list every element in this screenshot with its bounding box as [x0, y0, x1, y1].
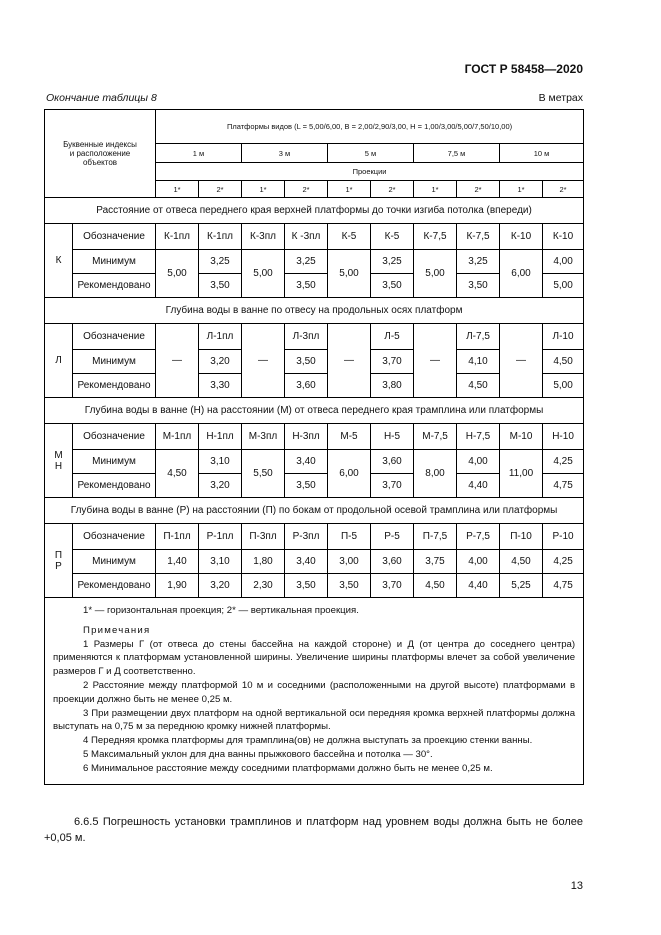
table-cell: 3,40 — [285, 450, 328, 474]
table-cell: 4,40 — [457, 474, 500, 498]
note-item: 3 При размещении двух платформ на одной вертикальной оси передняя кромка верхней платформы должна выступать на 0,75 м за переднюю кромку нижней платформы. — [53, 707, 576, 733]
projection-header: 2* — [199, 181, 242, 198]
table-cell: П-7,5 — [414, 524, 457, 550]
table-cell: П-3пл — [242, 524, 285, 550]
table-cell: 3,70 — [371, 474, 414, 498]
table-cell: 3,70 — [371, 574, 414, 598]
merged-cell: 5,00 — [156, 250, 199, 298]
table-cell: 3,50 — [285, 350, 328, 374]
table-cell: 3,50 — [199, 274, 242, 298]
table-cell: 5,25 — [500, 574, 543, 598]
row-label: Рекомендовано — [73, 574, 156, 598]
table-cell: 4,40 — [457, 574, 500, 598]
section-letter-top: П — [54, 549, 63, 561]
section-letter — [45, 524, 73, 598]
row-label: Минимум — [73, 550, 156, 574]
table-cell: П-10 — [500, 524, 543, 550]
table-cell: 4,25 — [543, 550, 584, 574]
table-cell: 3,25 — [457, 250, 500, 274]
table-cell: 1,90 — [156, 574, 199, 598]
projection-header: 2* — [457, 181, 500, 198]
table-cell: Л-3пл — [285, 324, 328, 350]
merged-cell: — — [328, 324, 371, 398]
table-cell: К-5 — [328, 224, 371, 250]
section-letter-bottom: Р — [55, 560, 62, 572]
table-cell: Н-10 — [543, 424, 584, 450]
row-label: Обозначение — [73, 424, 156, 450]
projections-header: Проекции — [156, 163, 584, 181]
body-paragraph: 6.6.5 Погрешность установки трамплинов и платформ над уровнем воды должна быть не более +0,05 м. — [44, 816, 583, 844]
platform-dimensions-table — [44, 109, 584, 785]
standard-number: ГОСТ Р 58458—2020 — [464, 62, 583, 76]
projection-header: 1* — [156, 181, 199, 198]
table-cell: К-10 — [500, 224, 543, 250]
table-cell: 3,10 — [199, 550, 242, 574]
table-caption: Окончание таблицы 8 — [46, 92, 157, 104]
table-cell: 4,00 — [457, 450, 500, 474]
merged-cell: 11,00 — [500, 450, 543, 498]
table-cell: П-5 — [328, 524, 371, 550]
table-cell: Н-7,5 — [457, 424, 500, 450]
merged-cell: 5,00 — [414, 250, 457, 298]
projection-header: 1* — [500, 181, 543, 198]
table-cell: 4,00 — [543, 250, 584, 274]
merged-cell: 5,00 — [242, 250, 285, 298]
row-label: Обозначение — [73, 224, 156, 250]
table-cell: 2,30 — [242, 574, 285, 598]
table-cell: 3,50 — [285, 574, 328, 598]
table-cell: 3,40 — [285, 550, 328, 574]
table-cell: 4,50 — [543, 350, 584, 374]
projection-header: 2* — [543, 181, 584, 198]
table-cell: 3,75 — [414, 550, 457, 574]
table-cell: 3,60 — [371, 450, 414, 474]
table-cell: 3,20 — [199, 474, 242, 498]
table-cell: 3,60 — [371, 550, 414, 574]
table-cell: 3,25 — [371, 250, 414, 274]
table-cell: 1,80 — [242, 550, 285, 574]
row-label: Рекомендовано — [73, 274, 156, 298]
note-item: 2 Расстояние между платформой 10 м и соседними (расположенными на другой высоте) платформами в проекции должно быть не менее 0,25 м. — [53, 679, 576, 705]
table-cell: Р-10 — [543, 524, 584, 550]
table-cell: 5,00 — [543, 374, 584, 398]
table-cell: Н-5 — [371, 424, 414, 450]
table-cell: К-10 — [543, 224, 584, 250]
table-cell: 4,10 — [457, 350, 500, 374]
table-cell: К-7,5 — [457, 224, 500, 250]
table-cell: Л-7,5 — [457, 324, 500, 350]
note-item: 4 Передняя кромка платформы для трамплина(ов) не должна выступать за проекцию стенки ванны. — [83, 735, 533, 747]
table-cell: 3,80 — [371, 374, 414, 398]
section-title: Глубина воды в ванне по отвесу на продольных осях платформ — [45, 298, 584, 324]
merged-cell: — — [414, 324, 457, 398]
row-label: Минимум — [73, 250, 156, 274]
table-cell: 3,30 — [199, 374, 242, 398]
table-cell: К-3пл — [242, 224, 285, 250]
table-cell: 4,50 — [414, 574, 457, 598]
note-item: 6 Минимальное расстояние между соседними платформами должно быть не менее 0,25 м. — [83, 762, 493, 774]
table-cell: Н-1пл — [199, 424, 242, 450]
table-cell: М-10 — [500, 424, 543, 450]
table-cell: 3,50 — [457, 274, 500, 298]
merged-cell: — — [242, 324, 285, 398]
table-cell: Н-3пл — [285, 424, 328, 450]
row-label: Обозначение — [73, 524, 156, 550]
table-cell: М-1пл — [156, 424, 199, 450]
table-cell: Л-10 — [543, 324, 584, 350]
table-cell: 1,40 — [156, 550, 199, 574]
table-cell: 3,50 — [285, 474, 328, 498]
table-cell: П-1пл — [156, 524, 199, 550]
height-header: 10 м — [500, 144, 584, 163]
merged-cell: 5,00 — [328, 250, 371, 298]
table-cell: Р-1пл — [199, 524, 242, 550]
table-cell: 3,50 — [328, 574, 371, 598]
note-item: 1 Размеры Г (от отвеса до стены бассейна на каждой стороне) и Д (от центра до соседнего центра) применяются к платформам установленной ширины. Увеличение ширины платформы влечет за собой увеличение размеров Г и Д соответственно. — [53, 638, 576, 678]
indices-header: Буквенные индексы и расположение объектов — [45, 110, 156, 198]
projection-legend: 1* — горизонтальная проекция; 2* — вертикальная проекция. — [83, 605, 359, 616]
section-title: Глубина воды в ванне (Н) на расстоянии (М) от отвеса переднего края трамплина или платформы — [45, 398, 584, 424]
table-cell: 4,75 — [543, 574, 584, 598]
table-cell: 3,70 — [371, 350, 414, 374]
projection-header: 2* — [285, 181, 328, 198]
table-cell: 4,50 — [500, 550, 543, 574]
projection-header: 1* — [328, 181, 371, 198]
merged-cell: 4,50 — [156, 450, 199, 498]
section-letter: Л — [45, 324, 73, 398]
table-cell: К-1пл — [156, 224, 199, 250]
section-letter-top: М — [54, 449, 63, 461]
projection-header: 2* — [371, 181, 414, 198]
table-cell: К-7,5 — [414, 224, 457, 250]
section-title: Глубина воды в ванне (Р) на расстоянии (П) по бокам от продольной осевой трамплина или платформы — [45, 498, 584, 524]
table-cell: К-1пл — [199, 224, 242, 250]
table-notes — [45, 598, 584, 785]
projection-header: 1* — [414, 181, 457, 198]
merged-cell: — — [156, 324, 199, 398]
merged-cell: — — [500, 324, 543, 398]
merged-cell: 6,00 — [328, 450, 371, 498]
table-cell: 4,25 — [543, 450, 584, 474]
height-header: 5 м — [328, 144, 414, 163]
table-cell: 3,50 — [285, 274, 328, 298]
projection-header: 1* — [242, 181, 285, 198]
section-letter: К — [45, 224, 73, 298]
row-label: Минимум — [73, 350, 156, 374]
notes-title: Примечания — [83, 624, 151, 636]
platforms-title: Платформы видов (L = 5,00/6,00, B = 2,00/2,90/3,00, H = 1,00/3,00/5,00/7,50/10,00) — [156, 110, 584, 144]
table-cell: 4,00 — [457, 550, 500, 574]
merged-cell: 8,00 — [414, 450, 457, 498]
table-cell: Л-1пл — [199, 324, 242, 350]
table-cell: 4,75 — [543, 474, 584, 498]
table-cell: Р-7,5 — [457, 524, 500, 550]
section-title: Расстояние от отвеса переднего края верхней платформы до точки изгиба потолка (впереди) — [45, 198, 584, 224]
table-cell: 3,25 — [285, 250, 328, 274]
table-cell: 3,50 — [371, 274, 414, 298]
row-label: Обозначение — [73, 324, 156, 350]
table-cell: К -3пл — [285, 224, 328, 250]
table-cell: М-7,5 — [414, 424, 457, 450]
table-cell: 3,25 — [199, 250, 242, 274]
height-header: 1 м — [156, 144, 242, 163]
table-cell: 3,20 — [199, 574, 242, 598]
row-label: Минимум — [73, 450, 156, 474]
row-label: Рекомендовано — [73, 374, 156, 398]
table-cell: 5,00 — [543, 274, 584, 298]
row-label: Рекомендовано — [73, 474, 156, 498]
merged-cell: 6,00 — [500, 250, 543, 298]
height-header: 3 м — [242, 144, 328, 163]
section-letter — [45, 424, 73, 498]
table-cell: 4,50 — [457, 374, 500, 398]
height-header: 7,5 м — [414, 144, 500, 163]
page-number: 13 — [570, 880, 583, 892]
table-cell: Л-5 — [371, 324, 414, 350]
table-cell: М-5 — [328, 424, 371, 450]
table-cell: 3,20 — [199, 350, 242, 374]
merged-cell: 5,50 — [242, 450, 285, 498]
table-cell: М-3пл — [242, 424, 285, 450]
section-letter-bottom: Н — [54, 460, 63, 472]
table-cell: Р-3пл — [285, 524, 328, 550]
table-cell: 3,60 — [285, 374, 328, 398]
table-cell: К-5 — [371, 224, 414, 250]
table-cell: Р-5 — [371, 524, 414, 550]
note-item: 5 Максимальный уклон для дна ванны прыжкового бассейна и потолка — 30°. — [83, 748, 433, 760]
table-cell: 3,10 — [199, 450, 242, 474]
units-caption: В метрах — [538, 92, 583, 104]
table-cell: 3,00 — [328, 550, 371, 574]
